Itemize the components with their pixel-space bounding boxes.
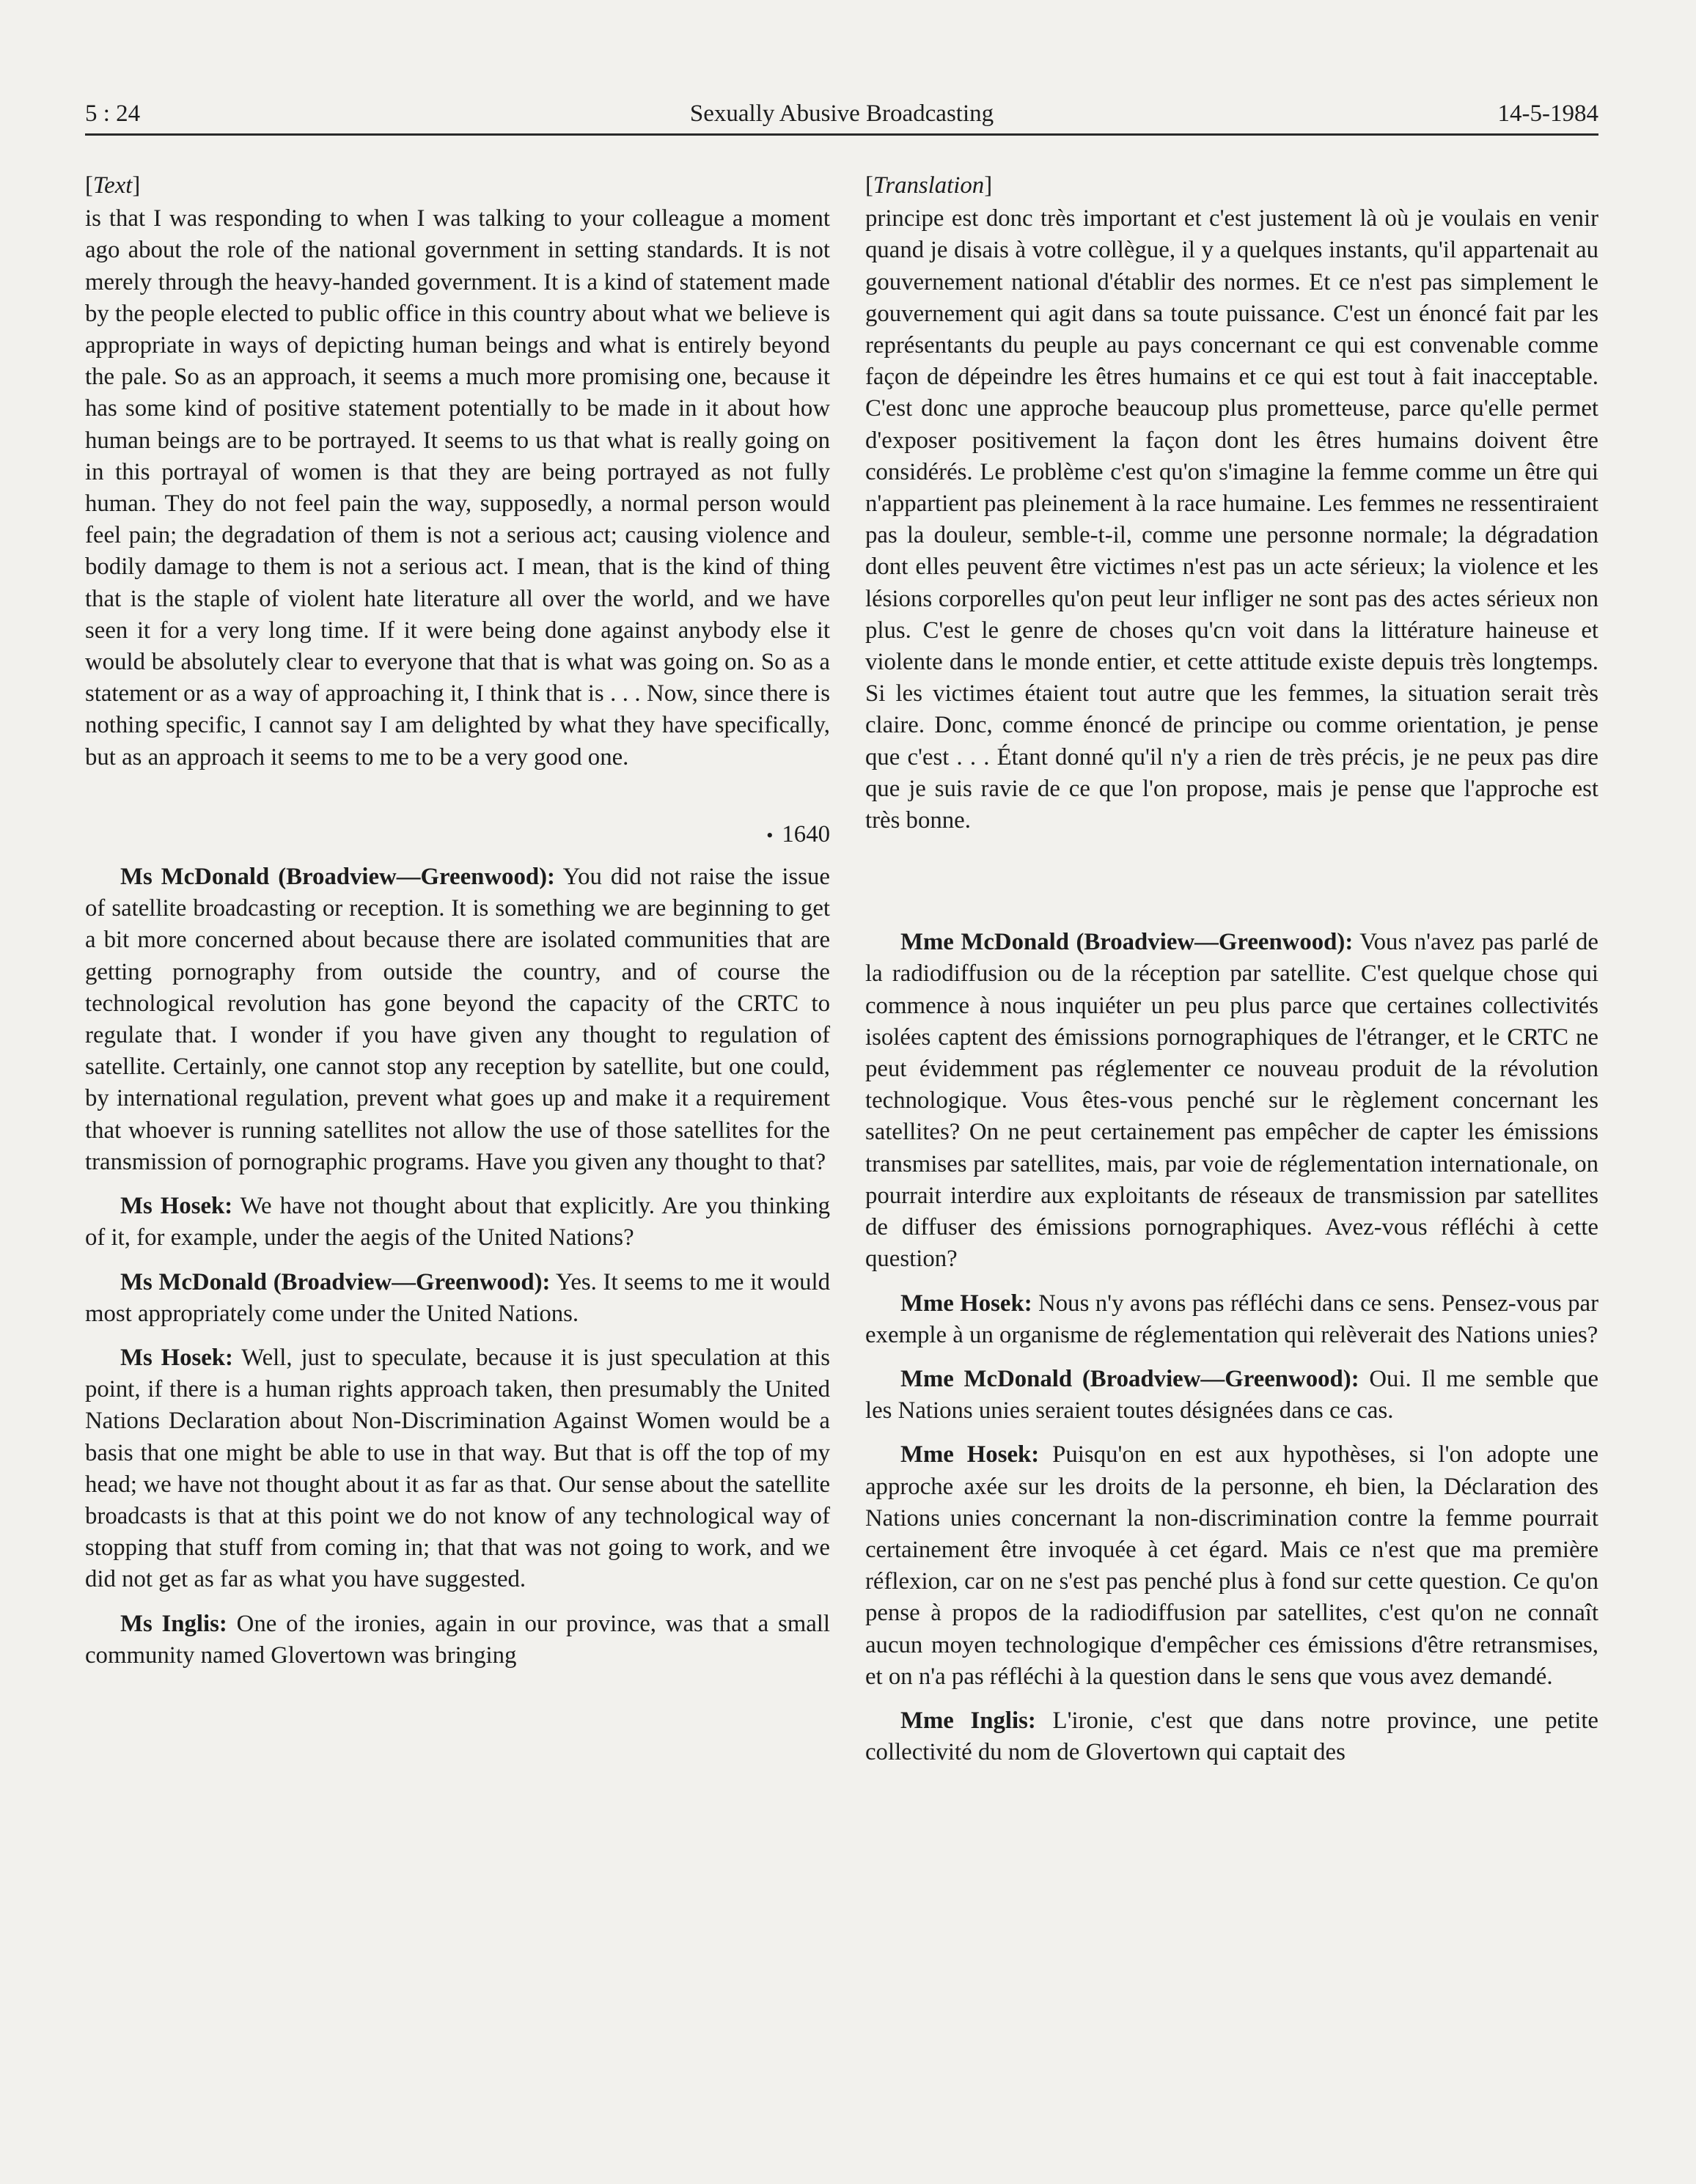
translation-label: [Translation] — [865, 172, 993, 199]
speaker-name: Ms McDonald (Broadview—Greenwood): — [120, 864, 555, 891]
speech-text: We have not thought about that explicitly. Are you thinking of it, for example, under the aegis of the United Nations? — [85, 1193, 831, 1251]
english-column — [85, 170, 830, 1684]
speech-text: You did not raise the issue of satellite broadcasting or reception. It is something we are beginning to get a bit more concerned about because there are isolated communities that are getting pornography from outside the country, and of course the technological revolution has gone beyond the capacity of the CRTC to regulate that. I wonder if you have given any thought to regulation of satellite. Certainly, one cannot stop any reception by satellite, but one could, by international regulation, prevent what goes up and make it a requirement that whoever is running satellites not allow the use of those satellites for the transmission of pornographic programs. Have you given any thought to that? — [85, 864, 830, 1175]
speaker-name: Ms Inglis: — [120, 1610, 227, 1637]
speech-paragraph — [85, 1608, 830, 1672]
speech-paragraph — [865, 1288, 1598, 1351]
time-value: 1640 — [782, 820, 830, 848]
time-marker — [85, 819, 830, 851]
speech-text: Well, just to speculate, because it is just speculation at this point, if there is a human rights approach taken, then presumably the United Nations Declaration about Non-Discrimination Against Women would be a basis that one might be able to use in that way. But that is off the top of my head; we have not thought about it as far as that. Our sense about the satellite broadcasts is that at this point we do not know of any technological way of stopping that stuff from coming in; that that was not going to work, and we did not get as far as what you have suggested. — [85, 1344, 831, 1593]
speech-paragraph — [865, 1705, 1598, 1768]
speech-paragraph — [865, 927, 1598, 1275]
column-spacer — [865, 849, 1598, 927]
running-title: Sexually Abusive Broadcasting — [689, 100, 994, 127]
speech-text: Yes. It seems to me it would most appropriately come under the United Nations. — [85, 1268, 830, 1327]
speech-paragraph — [85, 1267, 830, 1330]
speech-paragraph — [865, 1364, 1598, 1427]
speech-paragraph — [85, 861, 830, 1178]
speaker-name: Mme McDonald (Broadview—Greenwood): — [900, 929, 1354, 956]
french-intro-paragraph: principe est donc très important et c'est justement là où je voulais en venir quand je disais à votre collègue, il y a quelques instants, qu'il appartenait au gouvernement national d'établir des normes. Et ce n'est pas simplement le gouvernement qui agit dans sa toute puissance. C'est un énoncé fait par les représentants du peuple au pays concernant ce qui est convenable comme façon de dépeindre les êtres humains et ce qui est tout à fait inacceptable. C'est donc une approche beaucoup plus prometteuse, parce qu'elle permet d'exposer positivement la façon dont les êtres humains doivent être considérés. Le problème c'est qu'on s'imagine la femme comme un être qui n'appartient pas pleinement à la race humaine. Les femmes ne ressentiraient pas la douleur, semble-t-il, comme une personne normale; la dégradation dont elles peuvent être victimes n'est pas un acte sérieux; la violence et les lésions corporelles qu'on peut leur infliger ne sont pas des actes sérieux non plus. C'est le genre de choses qu'cn voit dans la littérature haineuse et violente dans le monde entier, et cette attitude existe depuis très longtemps. Si les victimes étaient tout autre que les femmes, la situation serait très claire. Donc, comme énoncé de principe ou comme orientation, je pense que c'est . . . Étant donné qu'il n'y a rien de très précis, je ne peux pas dire que je suis ravie de ce que l'on propose, mais je pense que l'approche est très bonne. — [865, 205, 1598, 834]
speaker-name: Ms Hosek: — [120, 1344, 233, 1371]
speech-text: Nous n'y avons pas réfléchi dans ce sens. Pensez-vous par exemple à un organisme de réglementation qui relèverait des Nations unies? — [865, 1290, 1598, 1348]
speaker-name: Mme Hosek: — [900, 1441, 1040, 1468]
bullet-icon: • — [766, 824, 774, 846]
speech-text: Vous n'avez pas parlé de la radiodiffusion ou de la réception par satellite. C'est quelque chose qui commence à nous inquiéter un peu plus parce que certaines collectivités isolées captent des émissions pornographiques de l'étranger, et le CRTC ne peut évidemment pas réglementer ce nouveau produit de la révolution technologique. Vous êtes-vous penché sur le règlement concernant les satellites? On ne peut certainement pas empêcher de capter les émissions transmises par satellites, mais, par voie de réglementation internationale, on pourrait interdire aux exploitants de réseaux de transmission par satellites de diffuser des émissions pornographiques. Avez-vous réfléchi à cette question? — [865, 929, 1598, 1273]
french-column — [865, 170, 1598, 1781]
page — [85, 94, 1598, 2117]
speaker-name: Ms Hosek: — [120, 1193, 233, 1220]
text-label: [Text] — [85, 172, 141, 199]
page-number: 5 : 24 — [85, 100, 141, 127]
speech-text: L'ironie, c'est que dans notre province, une petite collectivité du nom de Glovertown qui captait des — [865, 1707, 1598, 1766]
speech-paragraph — [85, 1191, 830, 1254]
speaker-name: Mme McDonald (Broadview—Greenwood): — [900, 1365, 1359, 1392]
speech-text: Oui. Il me semble que les Nations unies seraient toutes désignées dans ce cas. — [865, 1365, 1599, 1424]
speech-text: One of the ironies, again in our province, was that a small community named Glovertown was bringing — [85, 1610, 831, 1669]
header-date: 14-5-1984 — [1497, 100, 1598, 127]
speaker-name: Ms McDonald (Broadview—Greenwood): — [120, 1268, 551, 1295]
english-intro-paragraph: is that I was responding to when I was talking to your colleague a moment ago about the role of the national government in setting standards. It is not merely through the heavy-handed government. It is a kind of statement made by the people elected to public office in this country about what we believe is appropriate in ways of depicting human beings and what is entirely beyond the pale. So as an approach, it seems a much more promising one, because it has some kind of positive statement potentially to be made in it about how human beings are to be portrayed. It seems to us that what is really going on in this portrayal of women is that they are being portrayed as not fully human. They do not feel pain the way, supposedly, a normal person would feel pain; the degradation of them is not a serious act; causing violence and bodily damage to them is not a serious act. I mean, that is the kind of thing that is the staple of violent hate literature all over the world, and we have seen it for a very long time. If it were being done against anybody else it would be absolutely clear to everyone that that is what was going on. So as a statement or as a way of approaching it, I think that is . . . Now, since there is nothing specific, I cannot say I am delighted by what they have specifically, but as an approach it seems to me to be a very good one. — [85, 205, 830, 771]
running-header — [85, 94, 1598, 136]
speech-paragraph — [865, 1439, 1598, 1693]
speaker-name: Mme Hosek: — [900, 1290, 1032, 1317]
speech-paragraph — [85, 1342, 830, 1596]
speech-text: Puisqu'on en est aux hypothèses, si l'on adopte une approche axée sur les droits de la personne, eh bien, la Déclaration des Nations unies concernant la non-discrimination contre la femme pourrait certainement être invoquée à cet égard. Mais ce n'est que ma première réflexion, car on ne s'est pas penché plus à fond sur cette question. Ce qu'on pense à propos de la radiodiffusion par satellites, c'est qu'on ne connaît aucun moyen technologique d'empêcher ces émissions d'être retransmises, et on n'a pas réfléchi à la question dans le sens que vous avez demandé. — [865, 1441, 1598, 1690]
speaker-name: Mme Inglis: — [900, 1707, 1036, 1734]
